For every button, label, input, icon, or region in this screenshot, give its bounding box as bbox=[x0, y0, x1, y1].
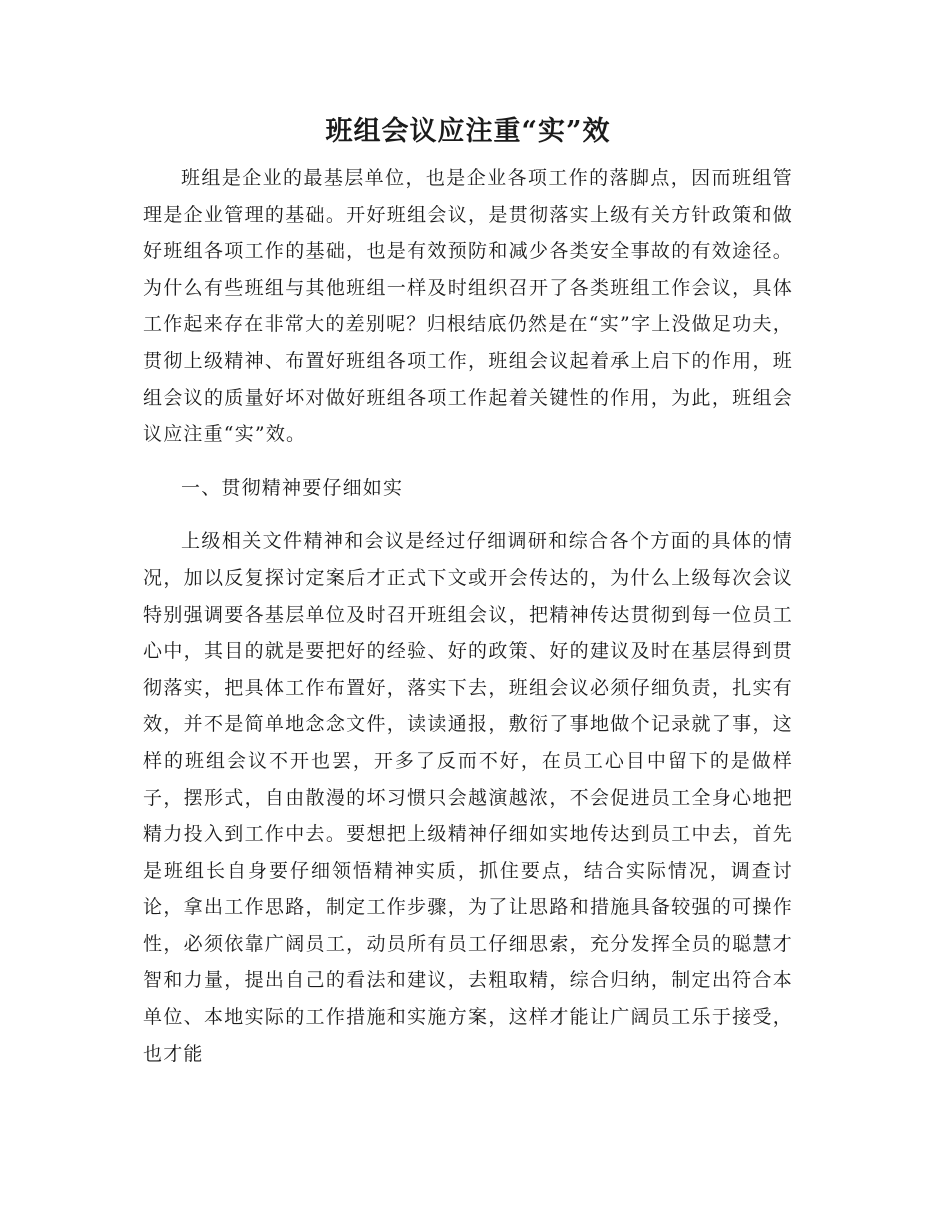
section-paragraph: 上级相关文件精神和会议是经过仔细调研和综合各个方面的具体的情况，加以反复探讨定案后才正式下文或开会传达的，为什么上级每次会议特别强调要各基层单位及时召开班组会议，把精神传达贯彻到每一位员工心中，其目的就是要把好的经验、好的政策、好的建议及时在基层得到贯彻落实，把具体工作布置好，落实下去，班组会议必须仔细负责，扎实有效，并不是简单地念念文件，读读通报，敷衍了事地做个记录就了事，这样的班组会议不开也罢，开多了反而不好，在员工心目中留下的是做样子，摆形式，自由散漫的坏习惯只会越演越浓，不会促进员工全身心地把精力投入到工作中去。要想把上级精神仔细如实地传达到员工中去，首先是班组长自身要仔细领悟精神实质，抓住要点，结合实际情况，调查讨论，拿出工作思路，制定工作步骤，为了让思路和措施具备较强的可操作性，必须依靠广阔员工，动员所有员工仔细思索，充分发挥全员的聪慧才智和力量，提出自己的看法和建议，去粗取精，综合归纳，制定出符合本单位、本地实际的工作措施和实施方案，这样才能让广阔员工乐于接受，也才能 bbox=[143, 530, 793, 1065]
document-title: 班组会议应注重“实”效 bbox=[325, 116, 611, 147]
document-page bbox=[143, 112, 793, 1072]
section-heading: 一、贯彻精神要仔细如实 bbox=[181, 476, 404, 499]
intro-paragraph: 班组是企业的最基层单位，也是企业各项工作的落脚点，因而班组管理是企业管理的基础。开好班组会议，是贯彻落实上级有关方针政策和做好班组各项工作的基础，也是有效预防和减少各类安全事故的有效途径。为什么有些班组与其他班组一样及时组织召开了各类班组工作会议，具体工作起来存在非常大的差别呢？归根结底仍然是在“实”字上没做足功夫，贯彻上级精神、布置好班组各项工作，班组会议起着承上启下的作用，班组会议的质量好坏对做好班组各项工作起着关键性的作用，为此，班组会议应注重“实”效。 bbox=[143, 167, 793, 446]
